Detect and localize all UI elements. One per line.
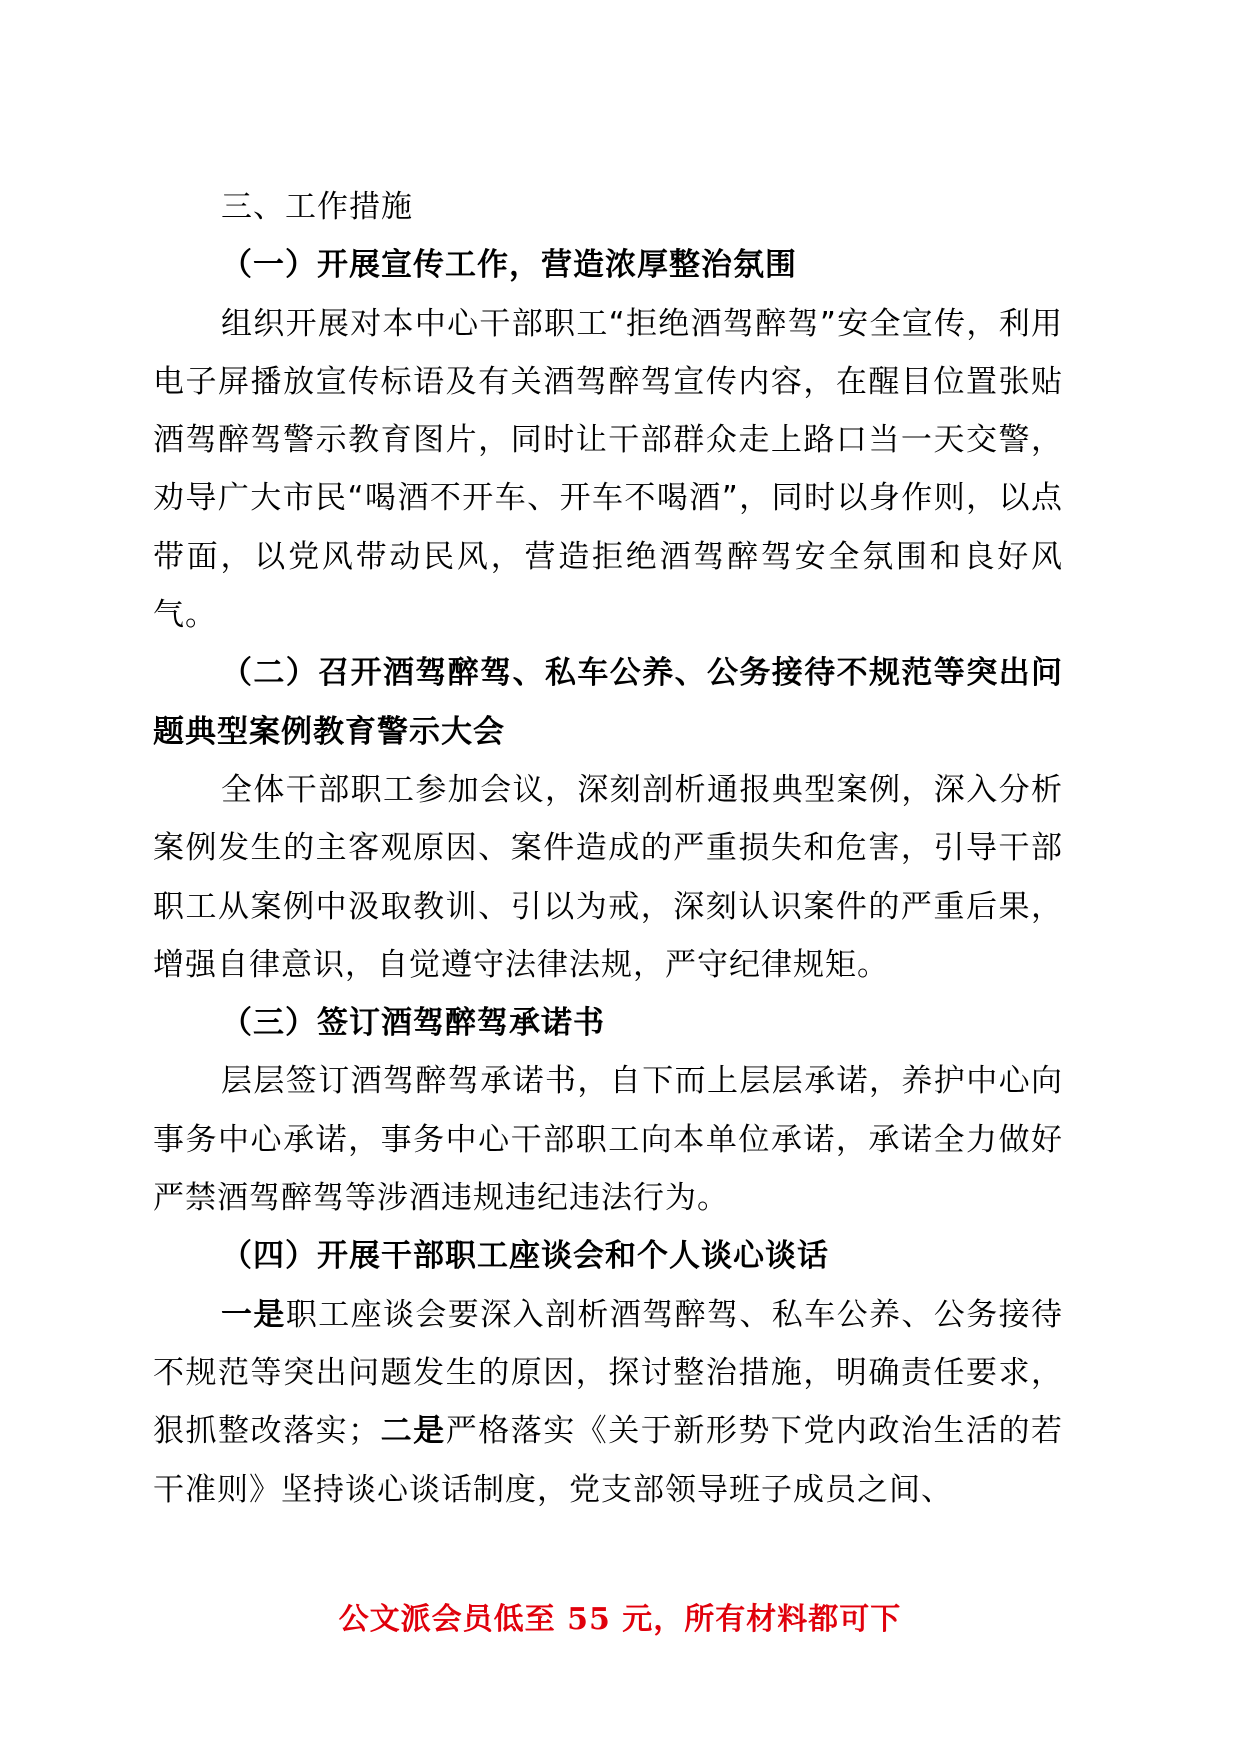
paragraph-symposium [153,1286,1063,1519]
footer-notice: 公文派会员低至 55 元，所有材料都可下 [338,1602,902,1637]
heading-publicity: （一）开展宣传工作，营造浓厚整治氛围 [221,247,797,284]
lead-first: 一是 [221,1296,286,1333]
heading-symposium: （四）开展干部职工座谈会和个人谈心谈话 [221,1238,829,1275]
lead-second: 二是 [380,1413,446,1450]
heading-pledge: （三）签订酒驾醉驾承诺书 [221,1005,605,1042]
text-first: 职工座谈会要深入剖析酒驾醉驾、私车公养、公务接待不规范等突出问题发生的原因，探讨整治措施，明确责任要求，狠抓整改落实； [153,1296,1064,1450]
section-title: 三、工作措施 [221,189,413,225]
text-second: 严格落实《关于新形势下党内政治生活的若干准则》坚持谈心谈话制度，党支部领导班子成员之间、 [153,1413,1064,1508]
paragraph-publicity: 组织开展对本中心干部职工“拒绝酒驾醉驾”安全宣传，利用电子屏播放宣传标语及有关酒驾醉驾宣传内容，在醒目位置张贴酒驾醉驾警示教育图片，同时让干部群众走上路口当一天交警，劝导广大市民“喝酒不开车、开车不喝酒”，同时以身作则，以点带面，以党风带动民风，营造拒绝酒驾醉驾安全氛围和良好风气。 [153,305,1063,634]
heading-warning-meeting: （二）召开酒驾醉驾、私车公养、公务接待不规范等突出问题典型案例教育警示大会 [153,655,1063,750]
document-body [153,178,1063,1519]
paragraph-warning-meeting: 全体干部职工参加会议，深刻剖析通报典型案例，深入分析案例发生的主客观原因、案件造成的严重损失和危害，引导干部职工从案例中汲取教训、引以为戒，深刻认识案件的严重后果，增强自律意识，自觉遵守法律法规，严守纪律规矩。 [153,771,1063,983]
paragraph-pledge: 层层签订酒驾醉驾承诺书，自下而上层层承诺，养护中心向事务中心承诺，事务中心干部职工向本单位承诺，承诺全力做好严禁酒驾醉驾等涉酒违规违纪违法行为。 [153,1063,1063,1217]
